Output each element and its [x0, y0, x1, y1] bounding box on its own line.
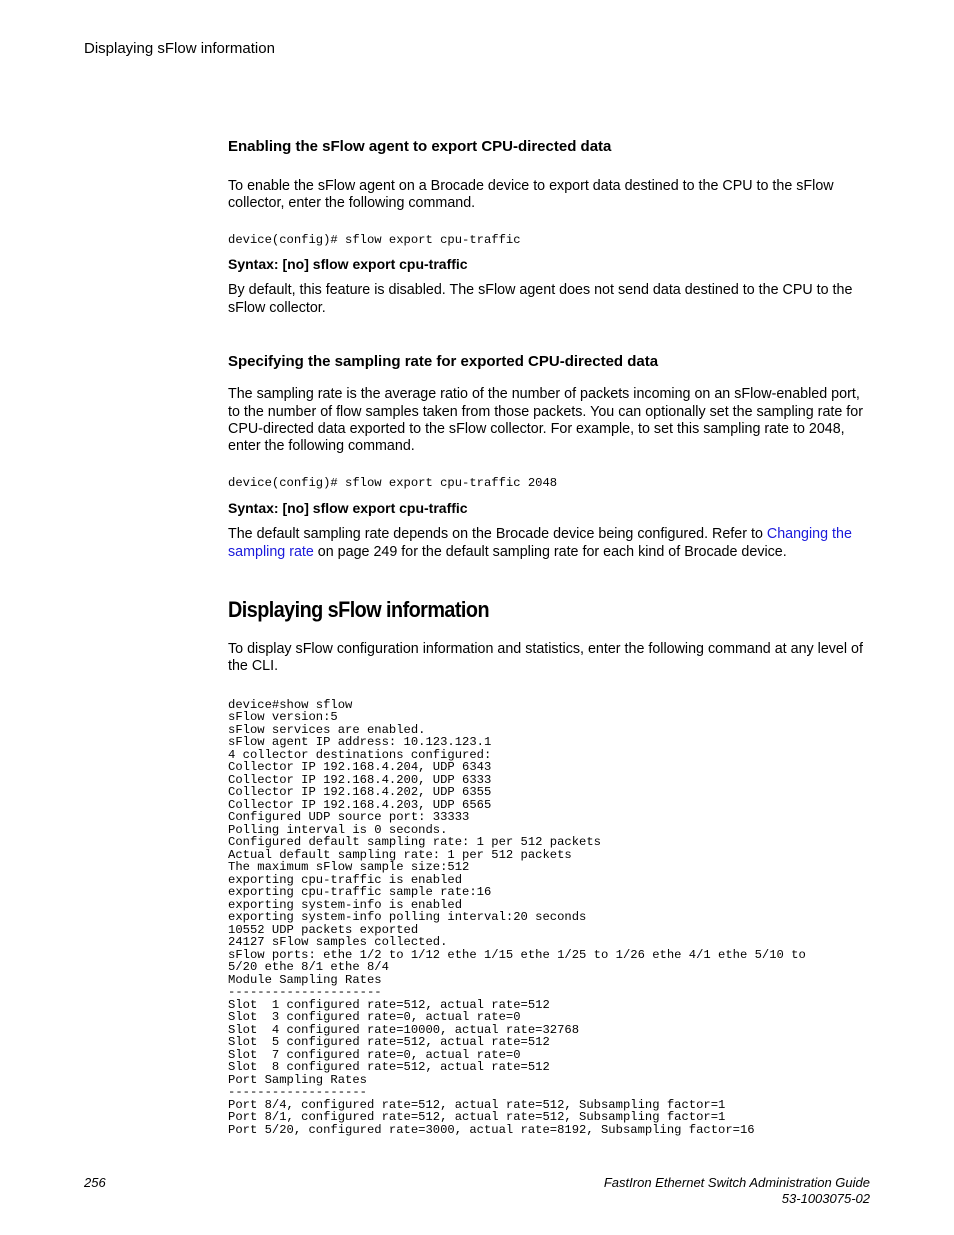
section-heading-sampling-rate: Specifying the sampling rate for exported CPU-directed data [228, 353, 659, 371]
syntax-line-sampling-rate: Syntax: [no] sflow export cpu-traffic [228, 500, 468, 517]
page-number: 256 [84, 1175, 106, 1190]
note-text-after: on page 249 for the default sampling rate for each kind of Brocade device. [313, 543, 787, 560]
section-intro-sampling-rate: The sampling rate is the average ratio of the number of packets incoming on an sFlow-enabled port, to the number of flow samples taken from those packets. You can optionally set the sampling rate for CPU-directed data exported to the sFlow collector. For example, to set this sampling rate to 2048, enter the following command. [228, 386, 863, 455]
footer-doc-info [604, 1175, 870, 1207]
default-rate-note [228, 526, 868, 561]
section-heading-export-cpu: Enabling the sFlow agent to export CPU-directed data [228, 138, 612, 155]
syntax-line-export-cpu: Syntax: [no] sflow export cpu-traffic [228, 256, 468, 273]
command-example-export-cpu: device(config)# sflow export cpu-traffic [228, 232, 521, 247]
default-note-export-cpu: By default, this feature is disabled. The sFlow agent does not send data destined to the CPU to the sFlow collector. [228, 282, 853, 316]
note-text-before: The default sampling rate depends on the Brocade device being configured. Refer to [228, 526, 767, 543]
section-intro-export-cpu: To enable the sFlow agent on a Brocade device to export data destined to the CPU to the sFlow collector, enter the following command. [228, 178, 834, 212]
running-header: Displaying sFlow information [84, 40, 275, 57]
page-content [228, 138, 868, 1136]
changing-sampling-rate-link[interactable]: Changing the sampling rate [228, 526, 852, 560]
section-title-displaying-sflow: Displaying sFlow information [228, 597, 489, 623]
show-sflow-output: device#show sflow sFlow version:5 sFlow services are enabled. sFlow agent IP address: 10.123.123.1 4 collector destinations configured: Collector IP 192.168.4.204, UDP 6343 Collector IP 192.168.4.200, UDP 6333 Collector IP 192.168.4.202, UDP 6355 Collector IP 192.168.4.203, UDP 6565 Configured UDP source port: 33333 Polling interval is 0 seconds. Configured default sampling rate: 1 per 512 packets Actual default sampling rate: 1 per 512 packets The maximum sFlow sample size:512 exporting cpu-traffic is enabled exporting cpu-traffic sample rate:16 exporting system-info is enabled exporting system-info polling interval:20 seconds 10552 UDP packets exported 24127 sFlow samples collected. sFlow ports: ethe 1/2 to 1/12 ethe 1/15 ethe 1/25 to 1/26 ethe 4/1 ethe 5/10 to 5/20 ethe 8/1 ethe 8/4 Module Sampling Rates --------------------- Slot 1 configured rate=512, actual rate=512 Slot 3 configured rate=0, actual rate=0 Slot 4 configured rate=10000, actual rate=32768 Slot 5 configured rate=512, actual rate=512 Slot 7 configured rate=0, actual rate=0 Slot 8 configured rate=512, actual rate=512 Port Sampling Rates ------------------- Port 8/4, configured rate=512, actual rate=512, Subsampling factor=1 Port 8/1, configured rate=512, actual rate=512, Subsampling factor=1 Port 5/20, configured rate=3000, actual rate=8192, Subsampling factor=16 [228, 697, 806, 1137]
book-title: FastIron Ethernet Switch Administration Guide [603, 1175, 870, 1190]
section-intro-displaying-sflow: To display sFlow configuration information and statistics, enter the following command at any level of the CLI. [228, 641, 863, 675]
command-example-sampling-rate: device(config)# sflow export cpu-traffic 2048 [228, 475, 558, 490]
doc-number: 53-1003075-02 [781, 1191, 870, 1206]
